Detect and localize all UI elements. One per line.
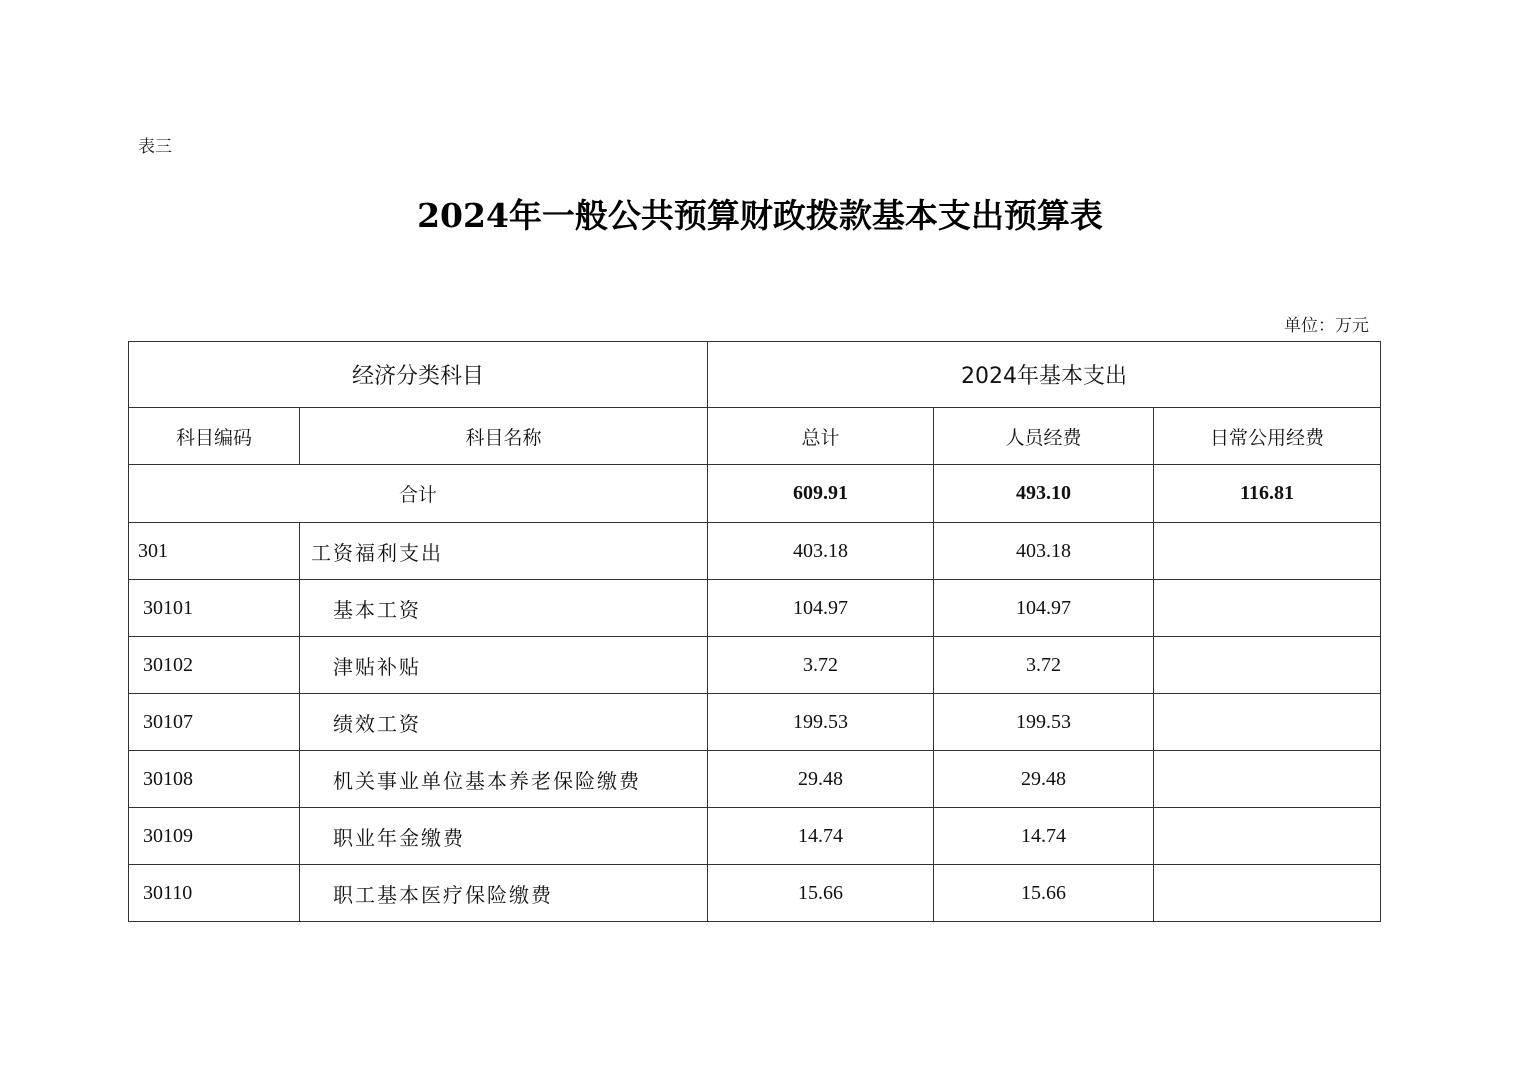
row-name: 职工基本医疗保险缴费 [300, 865, 708, 922]
row-public [1154, 694, 1381, 751]
table-number-label: 表三 [138, 137, 172, 157]
row-total: 403.18 [708, 523, 934, 580]
row-name: 机关事业单位基本养老保险缴费 [300, 751, 708, 808]
row-personnel: 403.18 [934, 523, 1154, 580]
row-code: 30102 [129, 637, 300, 694]
row-total: 104.97 [708, 580, 934, 637]
row-total: 15.66 [708, 865, 934, 922]
column-header-public: 日常公用经费 [1154, 408, 1381, 465]
table-row [129, 808, 1381, 865]
row-personnel: 14.74 [934, 808, 1154, 865]
row-total: 199.53 [708, 694, 934, 751]
column-header-personnel: 人员经费 [934, 408, 1154, 465]
row-code: 30107 [129, 694, 300, 751]
row-total: 29.48 [708, 751, 934, 808]
row-public [1154, 580, 1381, 637]
unit-note: 单位：万元 [1284, 316, 1369, 336]
row-code: 30109 [129, 808, 300, 865]
row-total: 3.72 [708, 637, 934, 694]
header-classification: 经济分类科目 [129, 342, 708, 408]
header-expenditure: 2024年基本支出 [708, 342, 1381, 408]
group-header-row [129, 342, 1381, 408]
row-code: 30108 [129, 751, 300, 808]
row-total: 14.74 [708, 808, 934, 865]
row-personnel: 3.72 [934, 637, 1154, 694]
row-name: 基本工资 [300, 580, 708, 637]
row-public [1154, 751, 1381, 808]
table-row [129, 637, 1381, 694]
table-row [129, 694, 1381, 751]
total-public: 116.81 [1154, 465, 1381, 523]
row-code: 30101 [129, 580, 300, 637]
row-name: 职业年金缴费 [300, 808, 708, 865]
row-public [1154, 523, 1381, 580]
row-personnel: 15.66 [934, 865, 1154, 922]
total-sum: 609.91 [708, 465, 934, 523]
row-public [1154, 865, 1381, 922]
row-public [1154, 637, 1381, 694]
table-row [129, 751, 1381, 808]
table-row [129, 865, 1381, 922]
row-code: 301 [129, 523, 300, 580]
row-personnel: 29.48 [934, 751, 1154, 808]
total-row [129, 465, 1381, 523]
row-personnel: 104.97 [934, 580, 1154, 637]
table-row [129, 580, 1381, 637]
row-name: 工资福利支出 [300, 523, 708, 580]
column-header-total: 总计 [708, 408, 934, 465]
row-name: 绩效工资 [300, 694, 708, 751]
column-header-code: 科目编码 [129, 408, 300, 465]
column-header-name: 科目名称 [300, 408, 708, 465]
row-public [1154, 808, 1381, 865]
budget-table [128, 341, 1381, 922]
row-name: 津贴补贴 [300, 637, 708, 694]
document-title: 2024年一般公共预算财政拨款基本支出预算表 [417, 196, 1103, 235]
row-personnel: 199.53 [934, 694, 1154, 751]
total-personnel: 493.10 [934, 465, 1154, 523]
total-label: 合计 [129, 465, 708, 523]
column-header-row [129, 408, 1381, 465]
table-row [129, 523, 1381, 580]
row-code: 30110 [129, 865, 300, 922]
